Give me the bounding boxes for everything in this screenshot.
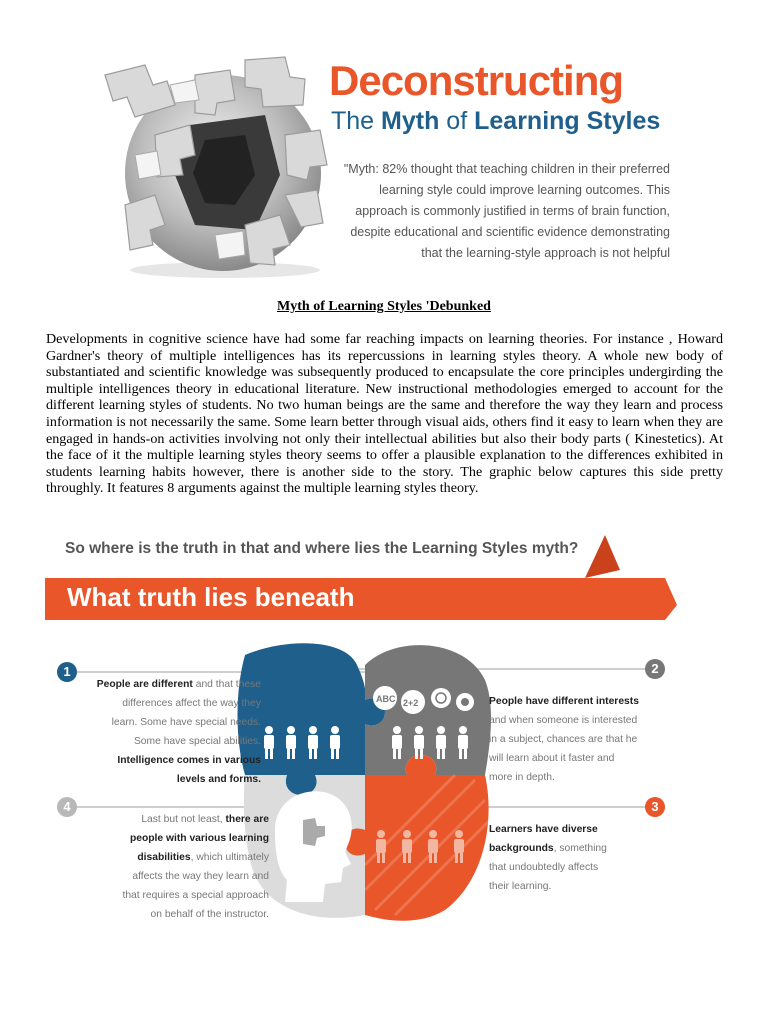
bold-phrase: there are xyxy=(225,814,269,825)
point-number-1: 1 xyxy=(57,662,77,682)
point-1-text xyxy=(75,675,261,789)
point-number-3: 3 xyxy=(645,797,665,817)
point-4-line: on behalf of the instructor. xyxy=(150,909,269,920)
globe-small-icon xyxy=(461,698,469,706)
text-phrase: , something xyxy=(553,843,607,854)
point-2-line: in a subject, chances are that he xyxy=(489,734,638,745)
point-3-line xyxy=(489,820,669,839)
point-1-line xyxy=(75,751,261,770)
point-2-line: more in depth. xyxy=(489,772,555,783)
subtitle-part: The xyxy=(331,107,382,135)
bold-phrase: people with various learning xyxy=(129,833,269,844)
point-1-line: differences affect the way they xyxy=(122,698,261,709)
quote-line: "Myth: 82% thought that teaching children in their preferred xyxy=(343,162,670,176)
point-3-line: that undoubtedly affects xyxy=(489,862,599,873)
point-1-line xyxy=(75,675,261,694)
header-banner-image xyxy=(95,55,680,280)
bold-phrase: People have different interests xyxy=(489,696,639,707)
banner-title: Deconstructing xyxy=(329,57,624,104)
text-phrase: , which ultimately xyxy=(190,852,269,863)
point-4-line: that requires a special approach xyxy=(122,890,269,901)
point-2-line: and when someone is interested xyxy=(489,715,638,726)
point-3-line xyxy=(489,839,669,858)
subtitle-part: of xyxy=(439,107,475,135)
point-number-2: 2 xyxy=(645,659,665,679)
point-4-line: affects the way they learn and xyxy=(132,871,269,882)
point-1-line: Some have special abilities. xyxy=(133,736,261,747)
abc-icon: ABC xyxy=(376,694,396,704)
point-1-line xyxy=(75,770,261,789)
bold-phrase: People are different xyxy=(96,679,193,690)
bold-phrase: Learners have diverse xyxy=(489,824,598,835)
banner-subtitle xyxy=(331,107,660,136)
point-1-line: learn. Some have special needs. xyxy=(111,717,261,728)
article-heading: Myth of Learning Styles 'Debunked xyxy=(277,299,491,314)
bold-phrase: backgrounds xyxy=(489,843,554,854)
quote-line: learning style could improve learning outcomes. This xyxy=(379,183,670,197)
point-number-4: 4 xyxy=(57,797,77,817)
infographic xyxy=(45,530,677,930)
article-body: Developments in cognitive science have had some far reaching impacts on learning theories. For instance , Howard Gardner's theory of multiple intelligences has its repercussions in learning styles theory. A whole new body of substantiated and scientific knowledge was subsequently produced to encapsulate the core principles undergirding the multiple intelligences theory in educational literature. New instructional methodologies emerged to account for the different learning styles of students. No two human beings are the same and therefore the way they learn and process information is not necessarily the same. Some learn better through visual aids, others find it easy to learn when they are engaged in hands-on activities involving not only their intellectual abilities but also their body parts ( Kinestetics). At the face of it the multiple learning styles theory seems to offer a plausible explanation to the differences exhibited in students learning habits however, there is another side to the story. The graphic below captures this side pretty throughly. It features 8 arguments against the multiple learning styles theory. xyxy=(46,331,723,497)
quote-line: approach is commonly justified in terms of brain function, xyxy=(355,204,670,218)
infographic-question: So where is the truth in that and where lies the Learning Styles myth? xyxy=(65,540,579,557)
point-2-line: will learn about it faster and xyxy=(489,753,615,764)
puzzle-globe-icon xyxy=(95,55,330,280)
text-phrase: and that these xyxy=(192,679,261,690)
point-4-text xyxy=(75,810,269,924)
subtitle-bold-myth: Myth xyxy=(381,107,440,135)
quote-line: that the learning-style approach is not helpful xyxy=(421,246,670,260)
point-3-text xyxy=(489,820,669,896)
point-2-line xyxy=(489,692,669,711)
text-phrase: Last but not least, xyxy=(141,814,226,825)
math-icon: 2+2 xyxy=(403,698,419,708)
point-4-line xyxy=(75,848,269,867)
infographic-banner-title: What truth lies beneath xyxy=(67,582,355,612)
quote-line: despite educational and scientific evidence demonstrating xyxy=(350,225,670,239)
point-2-text xyxy=(489,692,669,787)
point-4-line xyxy=(75,810,269,829)
bold-phrase: levels and forms. xyxy=(176,774,261,785)
point-4-line xyxy=(75,829,269,848)
bold-phrase: Intelligence comes in various xyxy=(117,755,261,766)
bold-phrase: disabilities xyxy=(137,852,191,863)
point-3-line: their learning. xyxy=(489,881,552,892)
subtitle-bold-learning-styles: Learning Styles xyxy=(474,107,661,135)
banner-quote xyxy=(320,159,670,264)
